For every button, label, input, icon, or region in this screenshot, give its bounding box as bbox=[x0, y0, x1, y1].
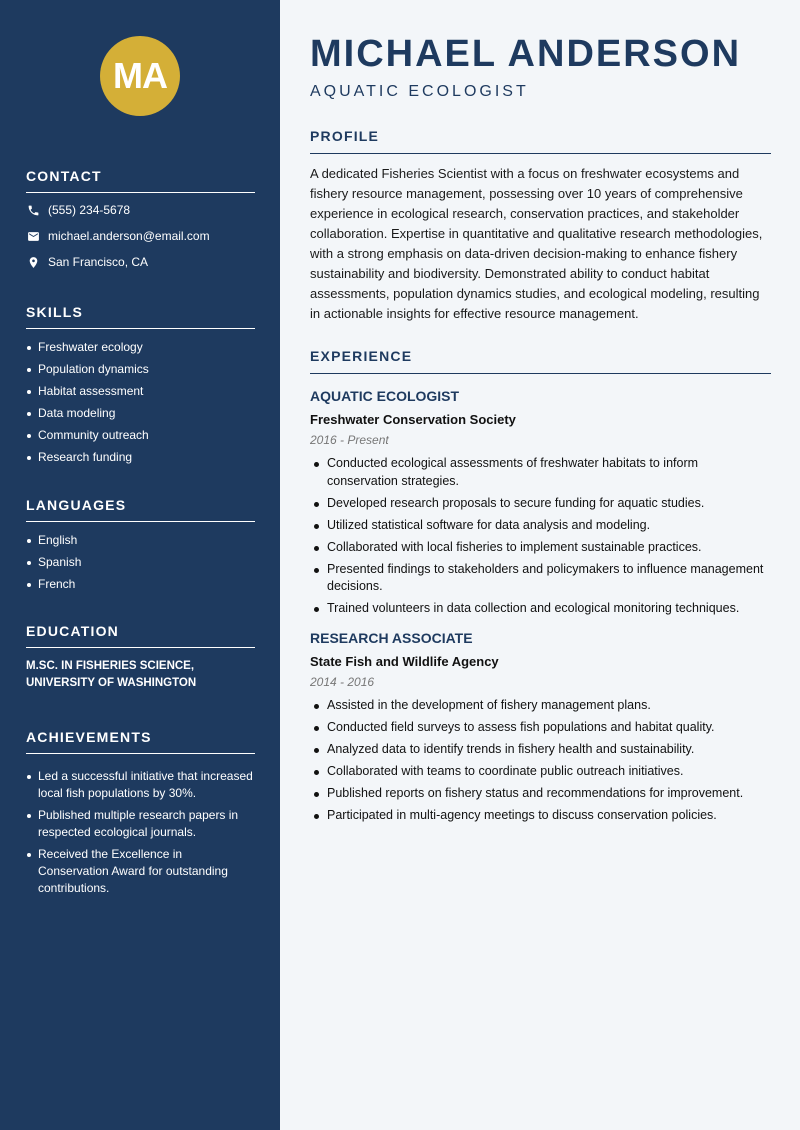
job-bullets bbox=[310, 697, 771, 825]
experience-section bbox=[310, 348, 771, 829]
education-heading: EDUCATION bbox=[26, 623, 255, 648]
contact-heading: CONTACT bbox=[26, 168, 255, 193]
language-item: English bbox=[26, 532, 255, 549]
skill-item: Habitat assessment bbox=[26, 383, 255, 400]
candidate-title: AQUATIC ECOLOGIST bbox=[310, 83, 529, 100]
job-bullet: Trained volunteers in data collection and ecological monitoring techniques. bbox=[310, 600, 771, 618]
skill-item: Research funding bbox=[26, 449, 255, 466]
skills-heading: SKILLS bbox=[26, 304, 255, 329]
experience-heading: EXPERIENCE bbox=[310, 348, 771, 374]
job-dates: 2016 - Present bbox=[310, 433, 389, 447]
candidate-name: MICHAEL ANDERSON bbox=[310, 33, 742, 75]
job-bullet: Utilized statistical software for data analysis and modeling. bbox=[310, 517, 771, 535]
job-bullet: Conducted ecological assessments of freshwater habitats to inform conservation strategies. bbox=[310, 455, 771, 490]
contact-email bbox=[26, 227, 255, 245]
education-section bbox=[26, 623, 255, 692]
job-bullet: Participated in multi-agency meetings to discuss conservation policies. bbox=[310, 807, 771, 825]
job-bullet: Published reports on fishery status and recommendations for improvement. bbox=[310, 785, 771, 803]
skill-item: Population dynamics bbox=[26, 361, 255, 378]
language-item: French bbox=[26, 576, 255, 593]
languages-list bbox=[26, 532, 255, 593]
contact-phone-text[interactable]: (555) 234-5678 bbox=[48, 203, 131, 217]
job-entry bbox=[310, 388, 771, 618]
contact-email-text[interactable]: michael.anderson@email.com bbox=[48, 229, 210, 243]
achievements-heading: ACHIEVEMENTS bbox=[26, 729, 255, 754]
languages-section bbox=[26, 497, 255, 598]
job-entry bbox=[310, 630, 771, 825]
job-bullet: Analyzed data to identify trends in fishery health and sustainability. bbox=[310, 741, 771, 759]
contact-location-text: San Francisco, CA bbox=[48, 255, 149, 269]
job-bullet: Conducted field surveys to assess fish populations and habitat quality. bbox=[310, 719, 771, 737]
achievement-item: Published multiple research papers in respected ecological journals. bbox=[26, 807, 255, 841]
job-bullet: Collaborated with local fisheries to implement sustainable practices. bbox=[310, 539, 771, 557]
job-bullet: Presented findings to stakeholders and policymakers to influence management decisions. bbox=[310, 561, 771, 596]
profile-section bbox=[310, 128, 771, 324]
job-bullets bbox=[310, 455, 771, 618]
job-title: RESEARCH ASSOCIATE bbox=[310, 629, 473, 646]
job-title: AQUATIC ECOLOGIST bbox=[310, 388, 460, 404]
contact-phone bbox=[26, 201, 255, 219]
education-degree: M.SC. IN FISHERIES SCIENCE, UNIVERSITY OF WASHINGTON bbox=[26, 660, 197, 689]
contact-location bbox=[26, 253, 255, 271]
profile-text: A dedicated Fisheries Scientist with a focus on freshwater ecosystems and fishery resource management, possessing over 10 years of comprehensive experience in ecological research, conservation practices, and stakeholder collaboration. Expertise in quantitative and qualitative research methodologies, with a strong emphasis on data-driven decision-making to enhance fishery sustainability and biodiversity. Demonstrated ability to conduct habitat assessments, population dynamics studies, and ecological modeling, resulting in actionable insights for effective resource management. bbox=[310, 166, 763, 321]
language-item: Spanish bbox=[26, 554, 255, 571]
location-icon bbox=[26, 255, 40, 269]
email-icon bbox=[26, 229, 40, 243]
skill-item: Community outreach bbox=[26, 427, 255, 444]
job-bullet: Collaborated with teams to coordinate public outreach initiatives. bbox=[310, 763, 771, 781]
job-bullet: Assisted in the development of fishery management plans. bbox=[310, 697, 771, 715]
achievements-list bbox=[26, 768, 255, 897]
achievement-item: Led a successful initiative that increased local fish populations by 30%. bbox=[26, 768, 255, 802]
phone-icon bbox=[26, 203, 40, 217]
achievements-section bbox=[26, 729, 255, 902]
skills-section bbox=[26, 304, 255, 471]
job-company: State Fish and Wildlife Agency bbox=[310, 653, 499, 669]
skill-item: Data modeling bbox=[26, 405, 255, 422]
job-company: Freshwater Conservation Society bbox=[310, 412, 516, 427]
contact-section bbox=[26, 168, 255, 271]
achievement-item: Received the Excellence in Conservation Award for outstanding contributions. bbox=[26, 846, 255, 897]
skill-item: Freshwater ecology bbox=[26, 339, 255, 356]
avatar: MA bbox=[100, 36, 180, 116]
languages-heading: LANGUAGES bbox=[26, 497, 255, 522]
profile-heading: PROFILE bbox=[310, 128, 771, 154]
job-bullet: Developed research proposals to secure funding for aquatic studies. bbox=[310, 495, 771, 513]
skills-list bbox=[26, 339, 255, 466]
sidebar bbox=[0, 0, 280, 1130]
job-dates: 2014 - 2016 bbox=[310, 674, 375, 689]
